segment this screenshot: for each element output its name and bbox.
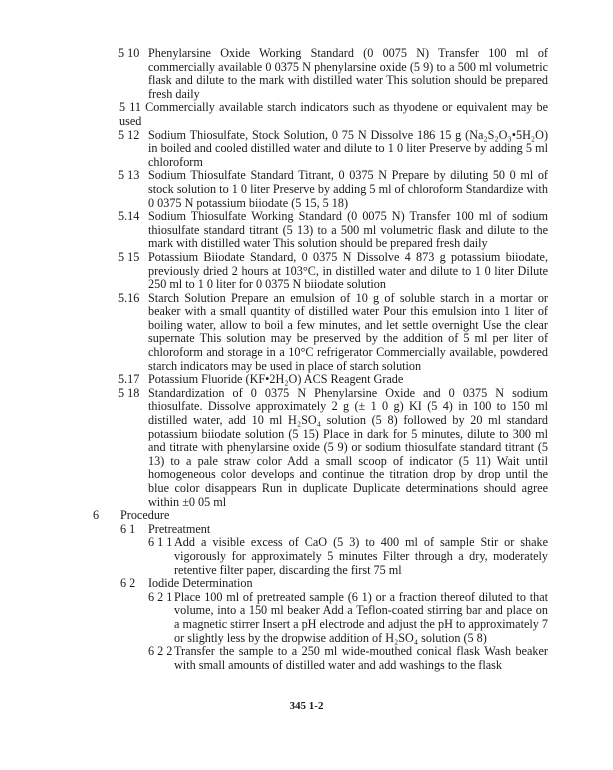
item-5-11 xyxy=(119,101,548,128)
item-5-15 xyxy=(118,249,548,292)
item-5-12 xyxy=(118,127,548,170)
item-number: 5 13 xyxy=(118,168,140,183)
item-text: Commercially available starch indicators such as thyodene or equivalent may be used xyxy=(119,100,549,128)
section-number: 6 1 xyxy=(120,521,136,536)
item-text: Starch Solution Prepare an emulsion of 10 g of soluble starch in a mortar or beaker with a small quantity of distilled water Pour this emulsion into 1 liter of boiling water, allow to boil a few minutes, and let settle overnight Use the clear supernate This solution may be preserved by the addition of 5 ml per liter of chloroform and storage in a 10°C refrigerator Commercially available, powdered starch indicators may be used in place of starch solution xyxy=(148,290,548,373)
item-number: 5 12 xyxy=(118,127,140,142)
section-6-heading xyxy=(93,508,613,523)
item-6-1-1 xyxy=(148,535,548,577)
item-6-2-1 xyxy=(148,589,548,645)
section-title: Pretreatment xyxy=(148,521,211,536)
section-number: 6 xyxy=(93,508,100,523)
item-number: 5 18 xyxy=(118,385,140,400)
item-5-16 xyxy=(118,290,548,374)
item-5-18 xyxy=(118,385,548,509)
section-6-2-heading xyxy=(120,576,613,591)
item-number: 5.16 xyxy=(118,290,140,305)
item-number: 5 15 xyxy=(118,249,140,264)
item-5-17 xyxy=(118,372,548,387)
item-number: 6 1 1 xyxy=(148,535,173,550)
section-title: Procedure xyxy=(120,508,170,523)
item-5-14 xyxy=(118,209,548,251)
item-text: Potassium Fluoride (KF•2H₂O) ACS Reagent Grade xyxy=(148,372,404,387)
item-text: Sodium Thiosulfate Working Standard (0 0075 N) Transfer 100 ml of sodium thiosulfate standard titrant (5 13) to a 500 ml volumetric flask and dilute to the mark with distilled water This solution should be prepared fresh daily xyxy=(148,209,548,251)
item-text: Transfer the sample to a 250 ml wide-mouthed conical flask Wash beaker with small amounts of distilled water and add washings to the flask xyxy=(174,644,548,672)
item-number: 6 2 2 xyxy=(148,644,173,659)
item-text: Sodium Thiosulfate Standard Titrant, 0 0375 N Prepare by diluting 50 0 ml of stock solution to 1 0 liter Preserve by adding 5 ml of chloroform Standardize with 0 0375 N potassium biiodate (5 15, 5 18) xyxy=(148,168,548,210)
item-6-2-2 xyxy=(148,644,548,672)
item-number: 5 11 xyxy=(119,100,141,115)
item-number: 5.17 xyxy=(118,372,140,387)
item-text: Add a visible excess of CaO (5 3) to 400 ml of sample Stir or shake vigorously for approximately 5 minutes Filter through a dry, moderately retentive filter paper, discarding the first 75 ml xyxy=(174,535,548,577)
item-number: 5.14 xyxy=(118,209,140,224)
item-5-10 xyxy=(118,46,548,101)
item-text: Potassium Biiodate Standard, 0 0375 N Dissolve 4 873 g potassium biiodate, previously dried 2 hours at 103°C, in distilled water and dilute to 1 0 liter Dilute 250 ml to 1 0 liter for 0 0375 N biiodate solution xyxy=(148,249,548,292)
item-number: 6 2 1 xyxy=(148,589,173,604)
item-5-13 xyxy=(118,168,548,210)
section-title: Iodide Determination xyxy=(148,576,253,591)
section-number: 6 2 xyxy=(120,576,136,591)
item-text: Standardization of 0 0375 N Phenylarsine Oxide and 0 0375 N sodium thiosulfate. Dissolve approximately 2 g (± 1 0 g) KI (5 4) in 100 to 150 ml distilled water, add 10 ml H₂SO₄ solution (5 8) followed by 20 ml standard potassium biiodate solution (5 15) Place in dark for 5 minutes, dilute to 300 ml and titrate with phenylarsine oxide (5 9) or sodium thiosulfate standard titrant (5 13) to a pale straw color Add a small scoop of indicator (5 11) Wait until homogeneous color develops and continue the titration drop by drop until the blue color disappears Run in duplicate Duplicate determinations should agree within ±0 05 ml xyxy=(148,385,548,509)
item-text: Sodium Thiosulfate, Stock Solution, 0 75 N Dissolve 186 15 g (Na₂S₂O₃•5H₂O) in boiled and cooled distilled water and dilute to 1 0 liter Preserve by adding 5 ml chloroform xyxy=(148,127,548,169)
item-text: Place 100 ml of pretreated sample (6 1) or a fraction thereof diluted to that volume, into a 150 ml beaker Add a Teflon-coated stirring bar and place on a magnetic stirrer Insert a pH electrode and adjust the pH to approximately 7 or slightly less by the dropwise addition of H₂SO₄ solution (5 8) xyxy=(174,589,548,645)
item-number: 5 10 xyxy=(118,46,140,60)
item-text: Phenylarsine Oxide Working Standard (0 0075 N) Transfer 100 ml of commercially available 0 0375 N phenylarsine oxide (5 9) to a 500 ml volumetric flask and dilute to the mark with distilled water This solution should be prepared fresh daily xyxy=(148,46,548,101)
page-number: 345 1-2 xyxy=(289,700,324,712)
section-6-1-heading xyxy=(120,521,613,537)
document-page xyxy=(0,47,613,672)
